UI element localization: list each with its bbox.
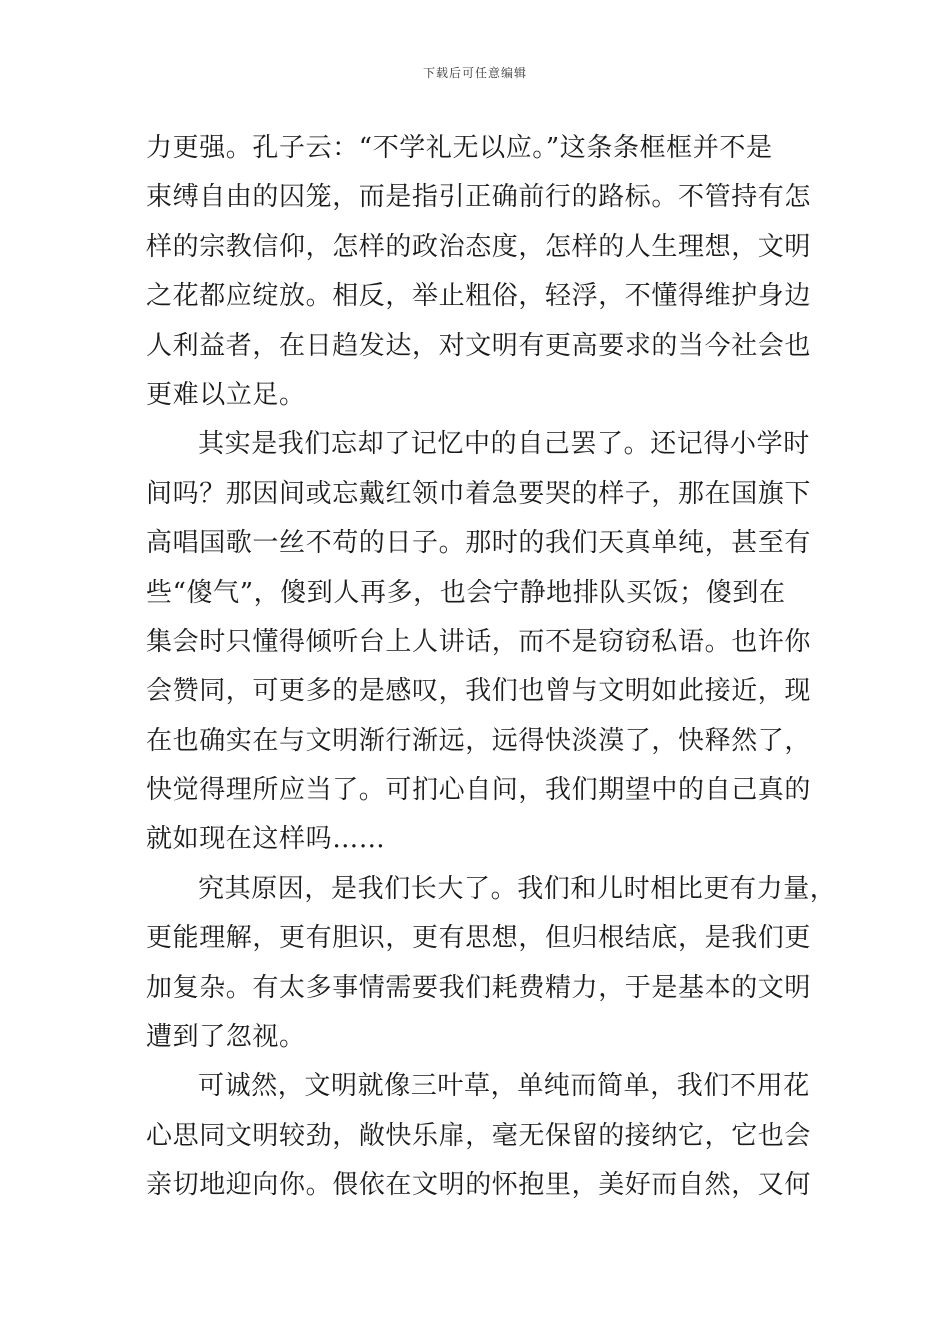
- text-line: 究其原因，是我们长大了。我们和儿时相比更有力量，: [198, 873, 837, 904]
- text-line: 人利益者，在日趋发达，对文明有更高要求的当今社会也: [146, 330, 812, 361]
- text-line: 集会时只懂得倾听台上人讲话，而不是窃窃私语。也许你: [146, 626, 812, 657]
- text-line: 其实是我们忘却了记忆中的自己罢了。还记得小学时: [198, 429, 810, 460]
- text-line: 加复杂。有太多事情需要我们耗费精力，于是基本的文明: [146, 972, 812, 1003]
- body-text: [146, 124, 836, 1211]
- text-line: 高唱国歌一丝不苟的日子。那时的我们天真单纯，甚至有: [146, 528, 812, 559]
- text-line: 心思同文明较劲，敞快乐扉，毫无保留的接纳它，它也会: [146, 1120, 812, 1151]
- text-line: 些“傻气”，傻到人再多，也会宁静地排队买饭；傻到在: [146, 577, 786, 608]
- text-line: 亲切地迎向你。偎依在文明的怀抱里，美好而自然，又何: [146, 1170, 812, 1201]
- text-line: 遭到了忽视。: [146, 1022, 306, 1053]
- text-line: 束缚自由的囚笼，而是指引正确前行的路标。不管持有怎: [146, 182, 812, 213]
- text-line: 更难以立足。: [146, 379, 306, 410]
- text-line: 会赞同，可更多的是感叹，我们也曾与文明如此接近，现: [146, 676, 812, 707]
- text-line: 力更强。孔子云：“不学礼无以应。”这条条框框并不是: [146, 133, 773, 163]
- text-line: 之花都应绽放。相反，举止粗俗，轻浮，不懂得维护身边: [146, 281, 812, 312]
- text-line: 快觉得理所应当了。可扪心自问，我们期望中的自己真的: [146, 775, 812, 806]
- text-line: 更能理解，更有胆识，更有思想，但归根结底，是我们更: [146, 923, 812, 954]
- text-line: 就如现在这样吗……: [146, 824, 386, 855]
- text-line: 样的宗教信仰，怎样的政治态度，怎样的人生理想，文明: [146, 231, 812, 262]
- text-line: 可诚然，文明就像三叶草，单纯而简单，我们不用花: [198, 1071, 810, 1102]
- page-header: 下载后可任意编辑: [422, 66, 527, 80]
- text-line: 在也确实在与文明渐行渐远，远得快淡漠了，快释然了，: [146, 725, 812, 756]
- text-line: 间吗？那因间或忘戴红领巾着急要哭的样子，那在国旗下: [146, 478, 812, 509]
